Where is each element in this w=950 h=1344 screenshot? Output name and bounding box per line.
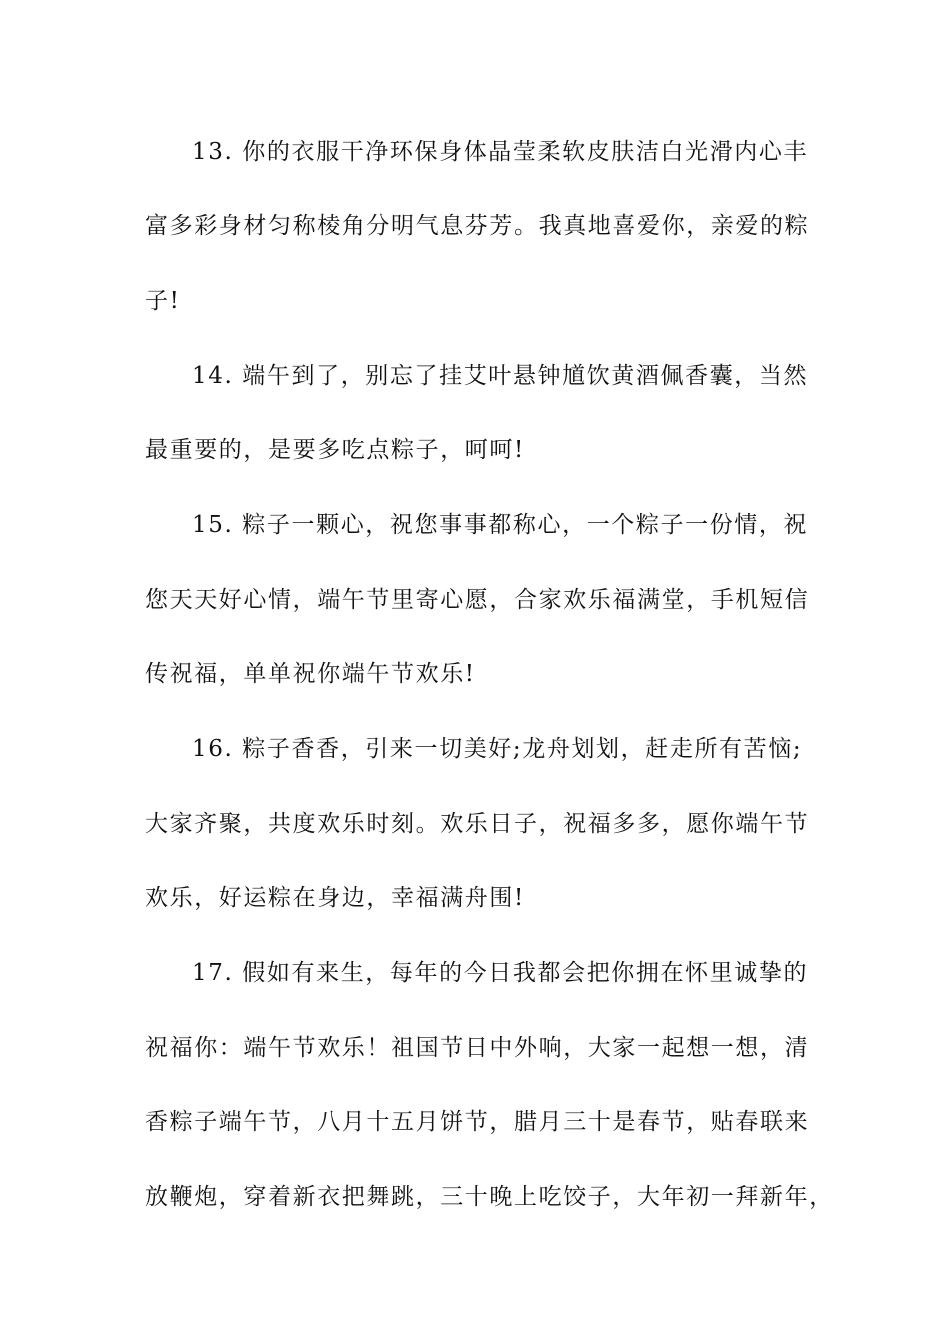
paragraph-14-line-1: 14. 端午到了，别忘了挂艾叶悬钟馗饮黄酒佩香囊，当然 — [192, 363, 809, 389]
paragraph-17-line-4: 放鞭炮，穿着新衣把舞跳，三十晚上吃饺子，大年初一拜新年， — [145, 1184, 834, 1210]
paragraph-17-line-1: 17. 假如有来生，每年的今日我都会把你拥在怀里诚挚的 — [192, 960, 809, 986]
paragraph-13-line-2: 富多彩身材匀称棱角分明气息芬芳。我真地喜爱你，亲爱的粽 — [145, 213, 810, 239]
paragraph-13-line-1: 13. 你的衣服干净环保身体晶莹柔软皮肤洁白光滑内心丰 — [192, 139, 809, 165]
paragraph-16-line-1: 16. 粽子香香，引来一切美好;龙舟划划，赶走所有苦恼; — [192, 736, 803, 762]
paragraph-16-line-3: 欢乐，好运粽在身边，幸福满舟围! — [145, 885, 525, 911]
paragraph-15-line-1: 15. 粽子一颗心，祝您事事都称心，一个粽子一份情，祝 — [192, 512, 809, 538]
paragraph-17-line-2: 祝福你：端午节欢乐！祖国节日中外响，大家一起想一想，清 — [145, 1035, 810, 1061]
paragraph-14-line-2: 最重要的，是要多吃点粽子，呵呵! — [145, 437, 525, 463]
paragraph-15-line-3: 传祝福，单单祝你端午节欢乐! — [145, 661, 476, 687]
paragraph-16-line-2: 大家齐聚，共度欢乐时刻。欢乐日子，祝福多多，愿你端午节 — [145, 811, 810, 837]
paragraph-13-line-3: 子! — [145, 288, 181, 314]
paragraph-15-line-2: 您天天好心情，端午节里寄心愿，合家欢乐福满堂，手机短信 — [145, 587, 810, 613]
paragraph-17-line-3: 香粽子端午节，八月十五月饼节，腊月三十是春节，贴春联来 — [145, 1109, 810, 1135]
